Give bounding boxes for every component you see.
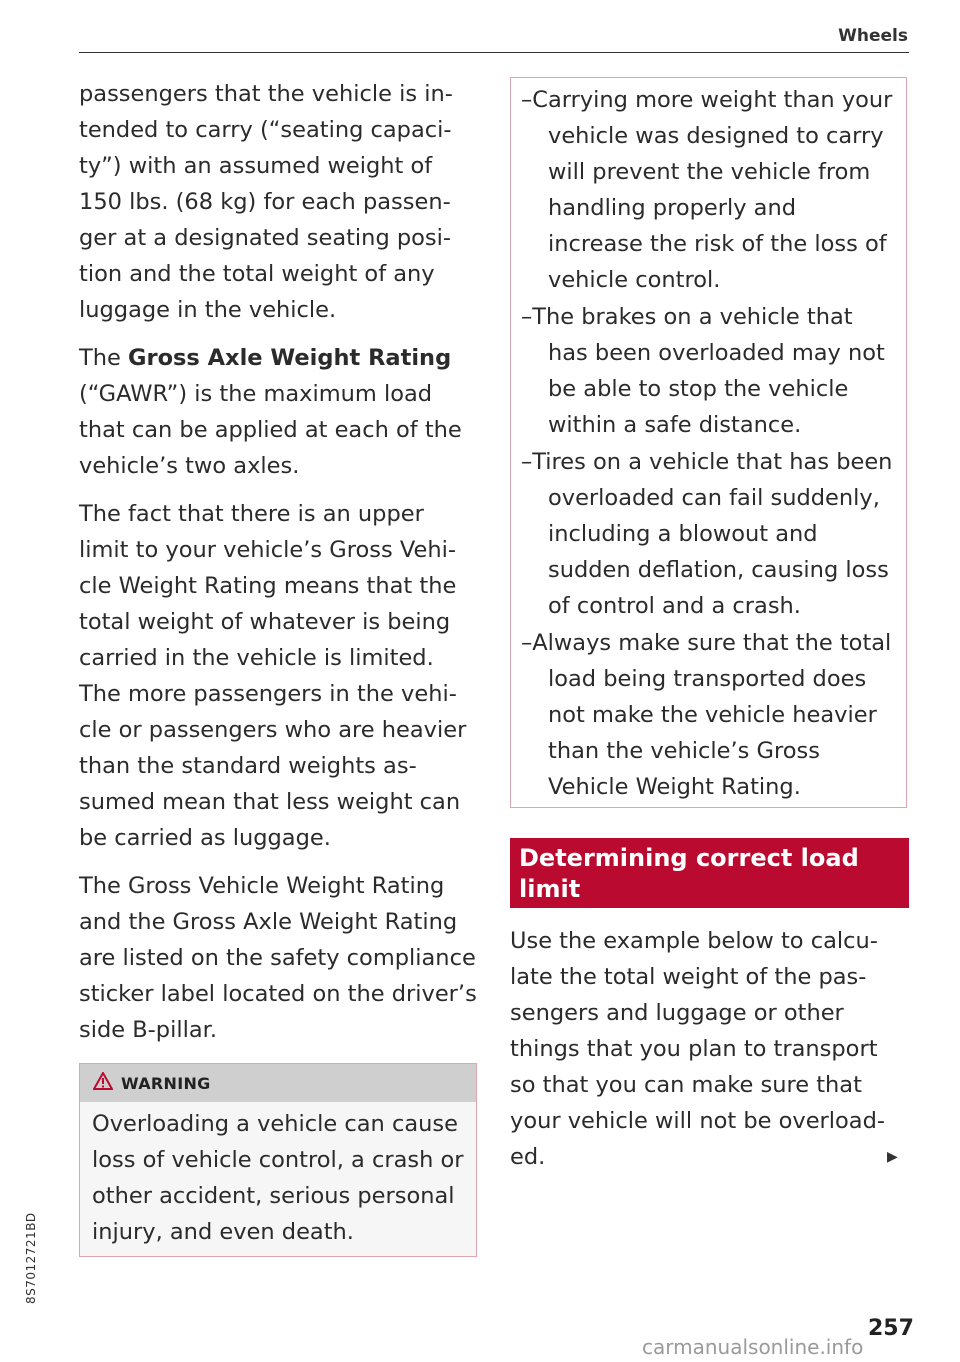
right-column-body (510, 923, 910, 1187)
warning-header (80, 1064, 476, 1102)
list-item: –Always make sure that the total load being transported does not make the vehicle heavier than the vehicle’s Gross Vehicle Weight Rating. (521, 630, 892, 800)
paragraph-load-example: Use the example below to calculate the total weight of the passengers and luggage or other things that you plan to transport so that you can make sure that your vehicle will not be overloaded. (510, 928, 886, 1170)
gawr-definition: (“GAWR”) is the maximum load that can be applied at each of the vehicle’s two axles. (79, 381, 462, 479)
document-code: 8S7012721BD (24, 1212, 38, 1304)
section-heading: Determining correct load limit (510, 838, 909, 908)
paragraph-gawr (79, 340, 479, 484)
gawr-prefix: The (79, 345, 128, 371)
header-rule (79, 52, 909, 53)
section-header: Wheels (838, 26, 908, 46)
warning-text: Overloading a vehicle can cause loss of vehicle control, a crash or other accident, serious personal injury, and even death. (80, 1102, 476, 1256)
overload-risks-box (510, 77, 907, 808)
list-item: –The brakes on a vehicle that has been overloaded may not be able to stop the vehicle within a safe distance. (521, 304, 885, 438)
continue-arrow-icon: ▶ (887, 1149, 898, 1165)
list-item: –Carrying more weight than your vehicle was designed to carry will prevent the vehicle from handling properly and increase the risk of the loss of vehicle control. (521, 87, 893, 293)
warning-title: WARNING (121, 1073, 211, 1093)
watermark: carmanualsonline.info (642, 1335, 864, 1359)
left-column (79, 76, 479, 1060)
paragraph-upper-limit: The fact that there is an upper limit to your vehicle’s Gross Vehicle Weight Rating means that the total weight of whatever is being carried in the vehicle is limited. The more passengers in the vehicle or passengers who are heavier than the standard weights assumed mean that less weight can be carried as luggage. (79, 501, 467, 851)
list-item: –Tires on a vehicle that has been overloaded can fail suddenly, including a blowout and sudden deflation, causing loss of control and a crash. (521, 449, 893, 619)
page-number: 257 (868, 1316, 914, 1341)
warning-box (79, 1063, 477, 1257)
gawr-term: Gross Axle Weight Rating (128, 345, 452, 371)
warning-triangle-icon (93, 1072, 113, 1094)
paragraph-seating-capacity: passengers that the vehicle is intended to carry (“seating capacity”) with an assumed weight of 150 lbs. (68 kg) for each passenger at a designated seating position and the total weight of any luggage in the vehicle. (79, 81, 453, 323)
overload-risks-list (521, 82, 896, 805)
paragraph-sticker-location: The Gross Vehicle Weight Rating and the Gross Axle Weight Rating are listed on the safety compliance sticker label located on the driver’s side B-pillar. (79, 873, 477, 1043)
